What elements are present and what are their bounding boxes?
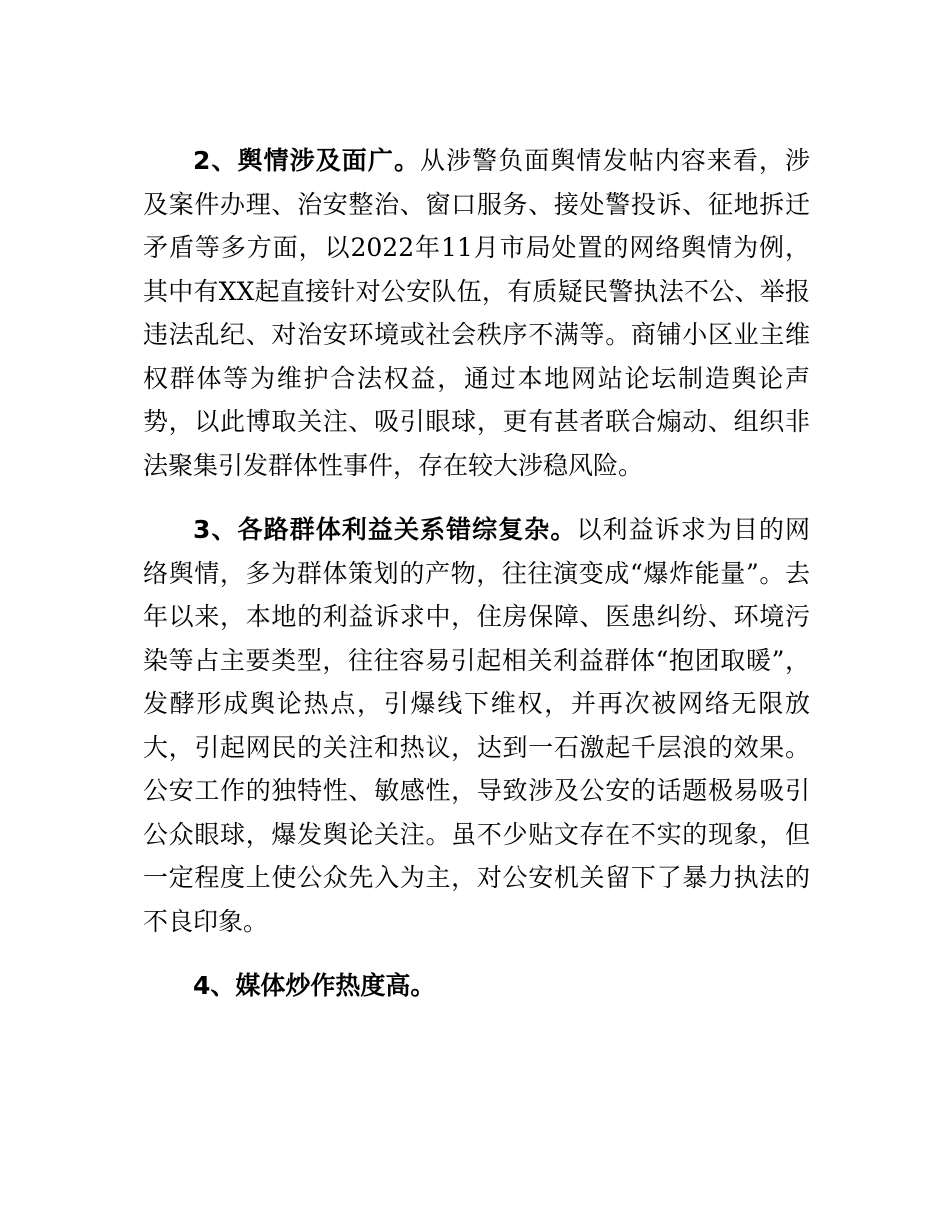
paragraph-2-heading: 2、舆情涉及面广。 [193,146,421,175]
paragraph-2 [143,139,810,487]
paragraph-2-text: 从涉警负面舆情发帖内容来看，涉及案件办理、治安整治、窗口服务、接处警投诉、征地拆迁矛盾等多方面，以2022年11月市局处置的网络舆情为例，其中有XX起直接针对公安队伍，有质疑民警执法不公、举报违法乱纪、对治安环境或社会秩序不满等。商铺小区业主维权群体等为维护合法权益，通过本地网站论坛制造舆论声势，以此博取关注、吸引眼球，更有甚者联合煽动、组织非法聚集引发群体性事件，存在较大涉稳风险。 [143,146,810,480]
paragraph-4 [143,964,810,1008]
paragraph-4-heading: 4、媒体炒作热度高。 [193,971,436,1000]
document-body [143,139,810,1029]
paragraph-3-text: 以利益诉求为目的网络舆情，多为群体策划的产物，往往演变成“爆炸能量”。去年以来，本地的利益诉求中，住房保障、医患纠纷、环境污染等占主要类型，往往容易引起相关利益群体“抱团取暖”，发酵形成舆论热点，引爆线下维权，并再次被网络无限放大，引起网民的关注和热议，达到一石激起千层浪的效果。公安工作的独特性、敏感性，导致涉及公安的话题极易吸引公众眼球，爆发舆论关注。虽不少贴文存在不实的现象，但一定程度上使公众先入为主，对公安机关留下了暴力执法的不良印象。 [143,515,810,936]
paragraph-3-heading: 3、各路群体利益关系错综复杂。 [193,515,577,544]
paragraph-3 [143,508,810,943]
